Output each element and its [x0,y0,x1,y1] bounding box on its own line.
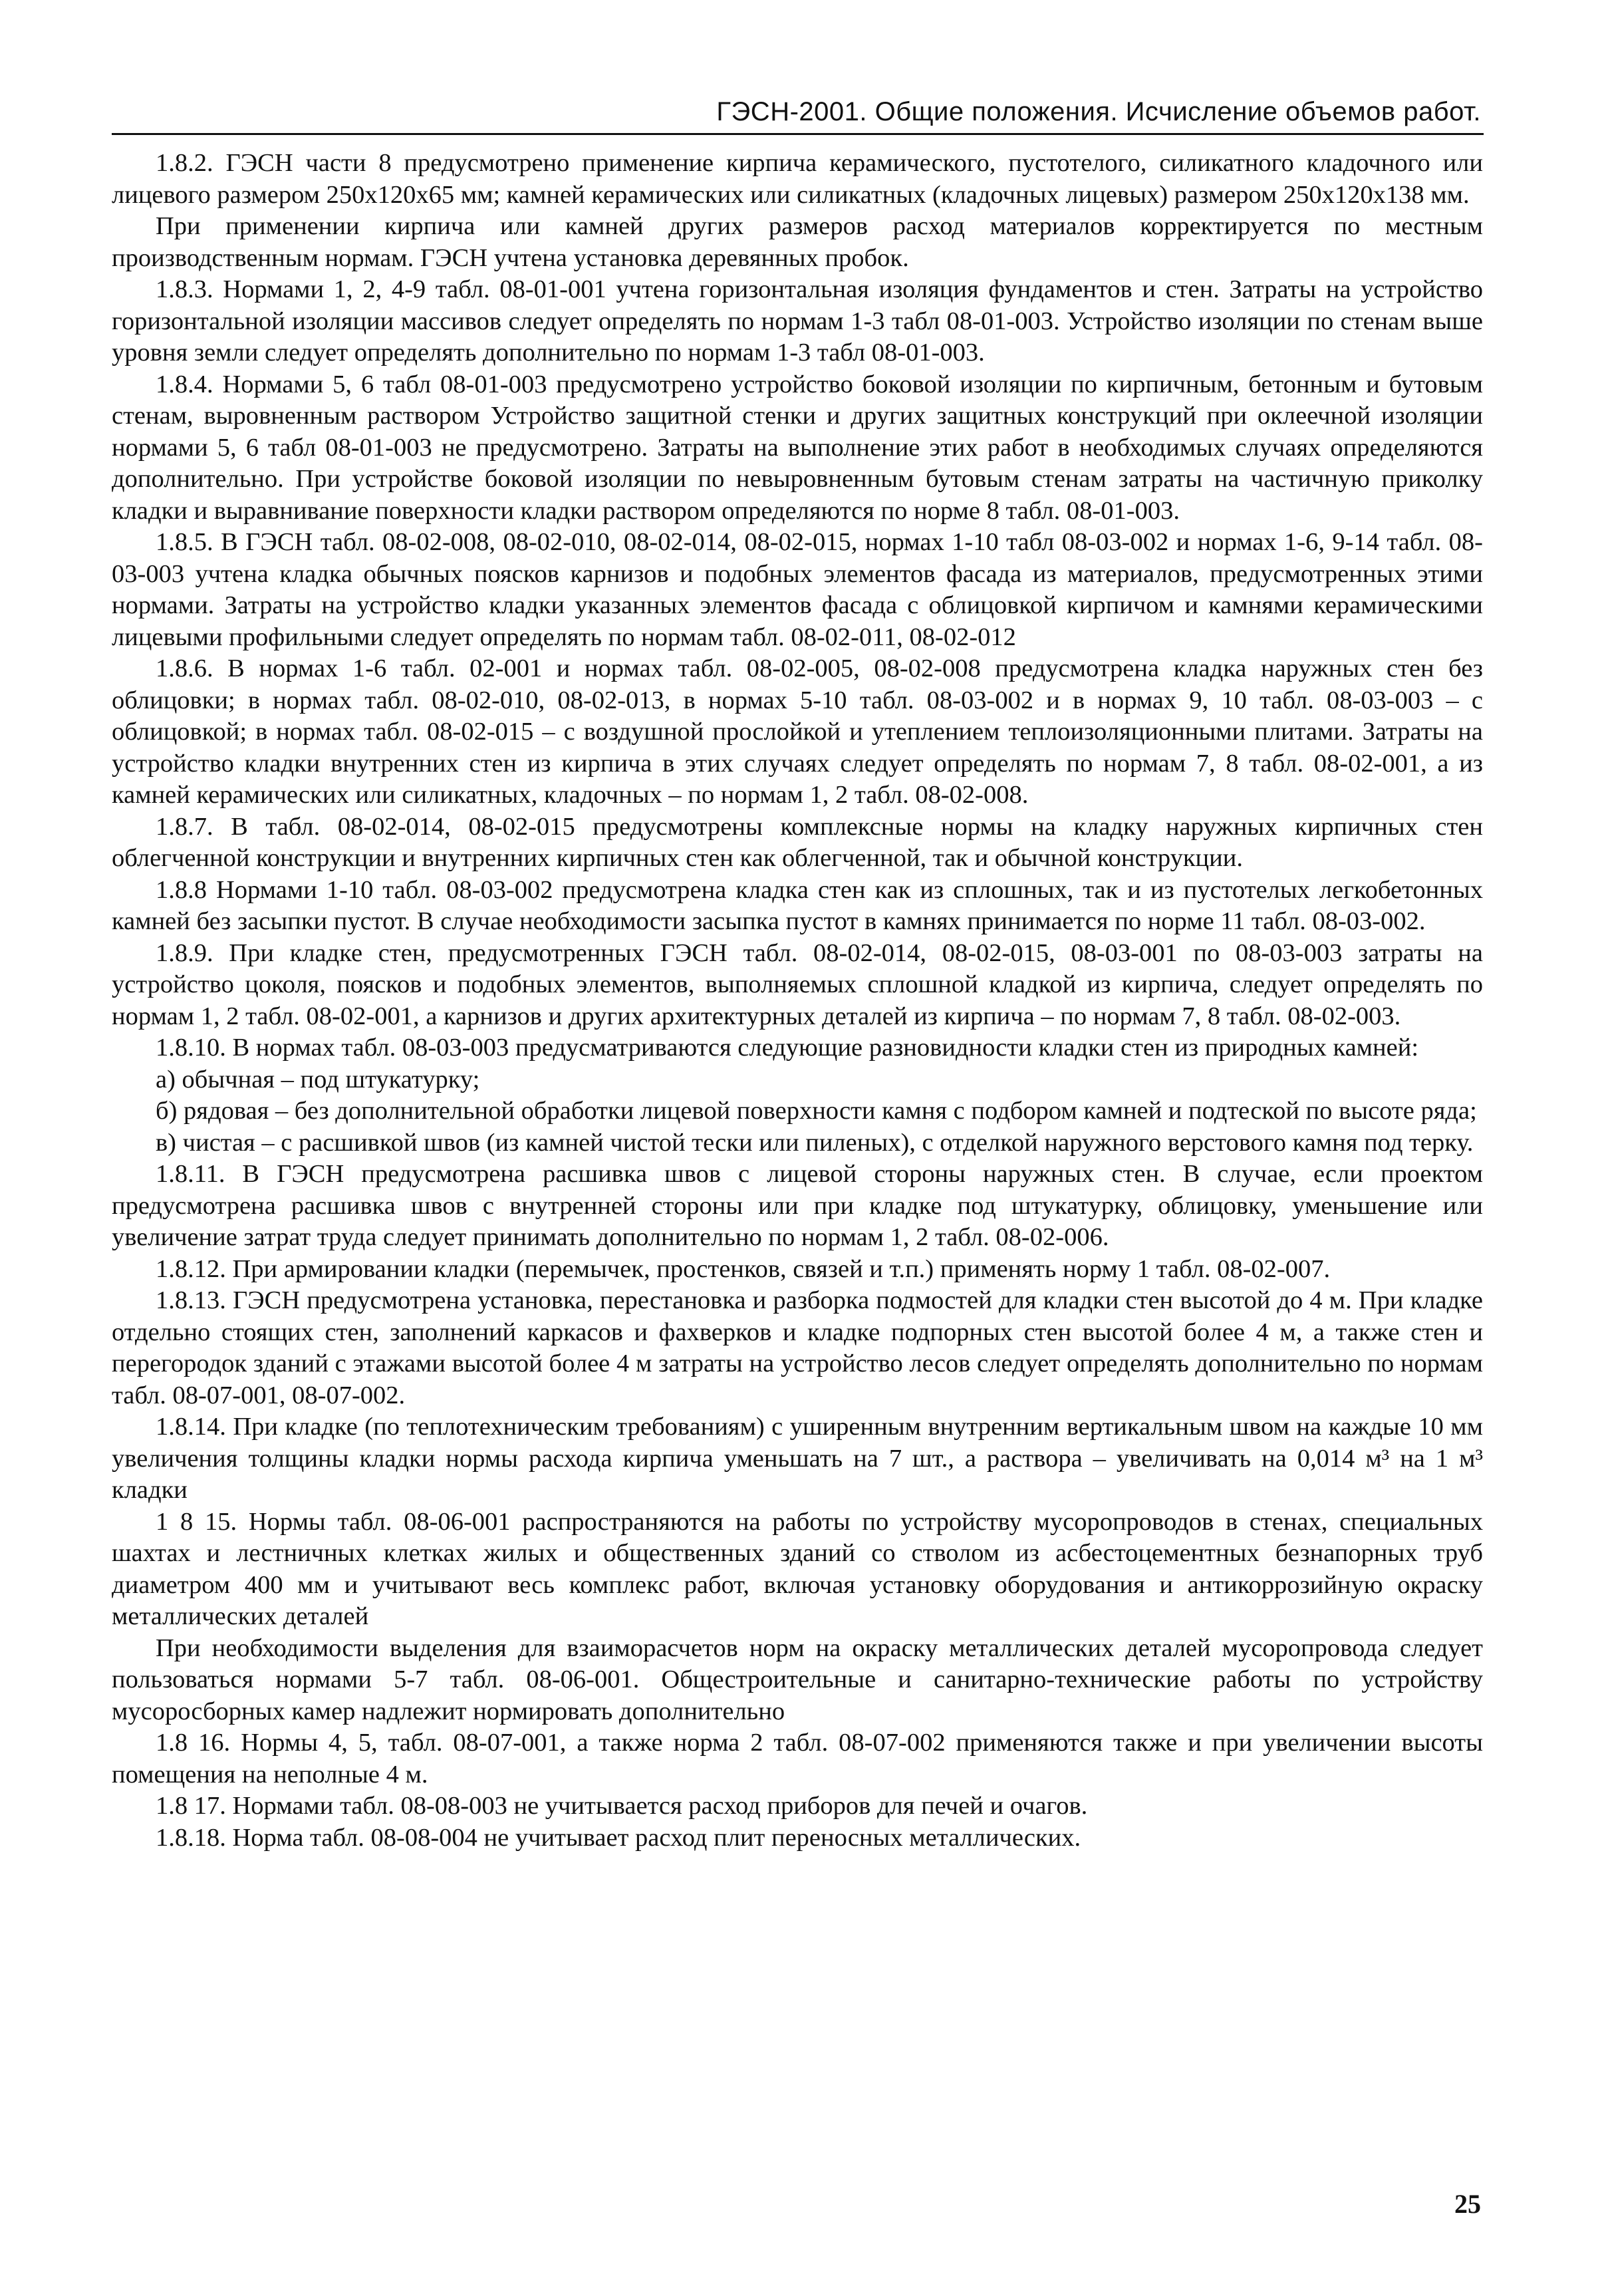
paragraph-1-8-13: 1.8.13. ГЭСН предусмотрена установка, перестановка и разборка подмостей для кладки стен высотой до 4 м. При кладке отдельно стоящих стен, заполнений каркасов и фахверков и кладке подпорных стен высотой более 4 м, а также стен и перегородок зданий с этажами высотой более 4 м затраты на устройство лесов следует определять дополнительно по нормам табл. 08-07-001, 08-07-002. [112,1286,1483,1409]
paragraph-1-8-6: 1.8.6. В нормах 1-6 табл. 02-001 и нормах табл. 08-02-005, 08-02-008 предусмотрена кладка наружных стен без облицовки; в нормах табл. 08-02-010, 08-02-013, в нормах 5-10 табл. 08-03-002 и в нормах 9, 10 табл. 08-03-003 – с облицовкой; в нормах табл. 08-02-015 – с воздушной прослойкой и утеплением теплоизоляционными плитами. Затраты на устройство кладки внутренних стен из кирпича в этих случаях следует определять по нормам 7, 8 табл. 08-02-001, а из камней керамических или силикатных, кладочных – по нормам 1, 2 табл. 08-02-008. [112,654,1483,809]
running-header: ГЭСН-2001. Общие положения. Исчисление объемов работ. [716,97,1481,126]
paragraph-1-8-4: 1.8.4. Нормами 5, 6 табл 08-01-003 предусмотрено устройство боковой изоляции по кирпичным, бетонным и бутовым стенам, выровненным раствором Устройство защитной стенки и других защитных конструкций при оклеечной изоляции нормами 5, 6 табл 08-01-003 не предусмотрено. Затраты на выполнение этих работ в необходимых случаях определяются дополнительно. При устройстве боковой изоляции по невыровненным бутовым стенам затраты на частичную приколку кладки и выравнивание поверхности кладки раствором определяются по норме 8 табл. 08-01-003. [112,370,1483,525]
list-item-a: а) обычная – под штукатурку; [156,1065,480,1093]
paragraph-1-8-14: 1.8.14. При кладке (по теплотехническим требованиям) с уширенным внутренним вертикальным швом на каждые 10 мм увеличения толщины кладки нормы расхода кирпича уменьшать на 7 шт., а раствора – увеличивать на 0,014 м³ на 1 м³ кладки [112,1413,1483,1504]
paragraph-1-8-7: 1.8.7. В табл. 08-02-014, 08-02-015 предусмотрены комплексные нормы на кладку наружных кирпичных стен облегченной конструкции и внутренних кирпичных стен как облегченной, так и обычной конструкции. [112,812,1483,872]
paragraph-1-8-2: 1.8.2. ГЭСН части 8 предусмотрено применение кирпича керамического, пустотелого, силикатного кладочного или лицевого размером 250х120х65 мм; камней керамических или силикатных (кладочных лицевых) размером 250х120х138 мм. [112,149,1483,209]
list-item-b: б) рядовая – без дополнительной обработки лицевой поверхности камня с подбором камней и подтеской по высоте ряда; [156,1097,1477,1125]
paragraph-1-8-16: 1.8 16. Нормы 4, 5, табл. 08-07-001, а также норма 2 табл. 08-07-002 применяются также и при увеличении высоты помещения на неполные 4 м. [112,1729,1483,1789]
list-item-v: в) чистая – с расшивкой швов (из камней чистой тески или пиленых), с отделкой наружного верстового камня под терку. [156,1128,1474,1157]
paragraph-1-8-17: 1.8 17. Нормами табл. 08-08-003 не учитывается расход приборов для печей и очагов. [156,1792,1088,1820]
paragraph-garbage-chute-note: При необходимости выделения для взаиморасчетов норм на окраску металлических деталей мусоропровода следует пользоваться нормами 5-7 табл. 08-06-001. Общестроительные и санитарно-технические работы по устройству мусоросборных камер надлежит нормировать дополнительно [112,1634,1483,1725]
page-number: 25 [1454,2189,1481,2219]
paragraph-1-8-10: 1.8.10. В нормах табл. 08-03-003 предусматриваются следующие разновидности кладки стен из природных камней: [156,1034,1419,1062]
paragraph-1-8-9: 1.8.9. При кладке стен, предусмотренных ГЭСН табл. 08-02-014, 08-02-015, 08-03-001 по 08-03-003 затраты на устройство цоколя, поясков и подобных элементов, выполняемых сплошной кладкой из кирпича, следует определять по нормам 1, 2 табл. 08-02-001, а карнизов и других архитектурных деталей из кирпича – по нормам 7, 8 табл. 08-02-003. [112,938,1483,1030]
paragraph-materials-note: При применении кирпича или камней других размеров расход материалов корректируется по местным производственным нормам. ГЭСН учтена установка деревянных пробок. [112,212,1483,272]
paragraph-1-8-15: 1 8 15. Нормы табл. 08-06-001 распространяются на работы по устройству мусоропроводов в стенах, специальных шахтах и лестничных клетках жилых и общественных зданий со стволом из асбестоцементных безнапорных труб диаметром 400 мм и учитывают весь комплекс работ, включая установку оборудования и антикоррозийную окраску металлических деталей [112,1507,1483,1630]
header-rule [112,133,1484,135]
paragraph-1-8-5: 1.8.5. В ГЭСН табл. 08-02-008, 08-02-010, 08-02-014, 08-02-015, нормах 1-10 табл 08-03-002 и нормах 1-6, 9-14 табл. 08-03-003 учтена кладка обычных поясков карнизов и подобных элементов фасада из материалов, предусмотренных этими нормами. Затраты на устройство кладки указанных элементов фасада с облицовкой кирпичом и камнями керамическими лицевыми профильными следует определять по нормам табл. 08-02-011, 08-02-012 [112,528,1483,651]
paragraph-1-8-8: 1.8.8 Нормами 1-10 табл. 08-03-002 предусмотрена кладка стен как из сплошных, так и из пустотелых легкобетонных камней без засыпки пустот. В случае необходимости засыпка пустот в камнях принимается по норме 11 табл. 08-03-002. [112,875,1483,935]
paragraph-1-8-18: 1.8.18. Норма табл. 08-08-004 не учитывает расход плит переносных металлических. [156,1823,1081,1852]
paragraph-1-8-3: 1.8.3. Нормами 1, 2, 4-9 табл. 08-01-001 учтена горизонтальная изоляция фундаментов и стен. Затраты на устройство горизонтальной изоляции массивов следует определять по нормам 1-3 табл 08-01-003. Устройство изоляции по стенам выше уровня земли следует определять дополнительно по нормам 1-3 табл 08-01-003. [112,275,1483,366]
body-text [112,148,1483,1854]
paragraph-1-8-11: 1.8.11. В ГЭСН предусмотрена расшивка швов с лицевой стороны наружных стен. В случае, если проектом предусмотрена расшивка швов с внутренней стороны или при кладке под штукатурку, облицовку, уменьшение или увеличение затрат труда следует принимать дополнительно по нормам 1, 2 табл. 08-02-006. [112,1160,1483,1251]
paragraph-1-8-12: 1.8.12. При армировании кладки (перемычек, простенков, связей и т.п.) применять норму 1 табл. 08-02-007. [156,1254,1331,1283]
